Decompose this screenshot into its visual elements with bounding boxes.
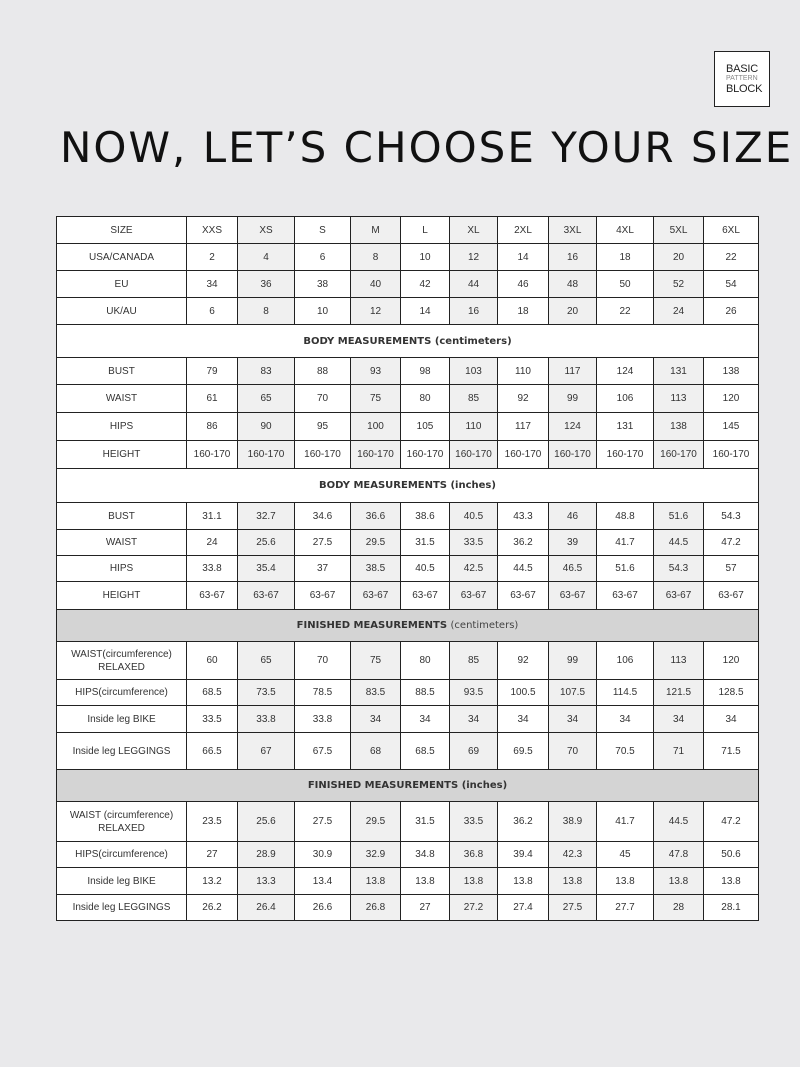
table-cell: 27.5 [295, 530, 351, 556]
table-cell: 92 [498, 385, 549, 413]
table-cell: 39 [549, 530, 597, 556]
table-cell: 34.8 [401, 842, 450, 868]
table-cell: 128.5 [704, 680, 759, 706]
row-label: WAIST [57, 530, 187, 556]
table-row [57, 298, 759, 325]
row-label: BUST [57, 358, 187, 385]
table-cell: 80 [401, 642, 450, 680]
table-row [57, 217, 759, 244]
table-cell: XS [238, 217, 295, 244]
table-cell: 160-170 [450, 441, 498, 469]
table-cell: 51.6 [654, 503, 704, 530]
table-cell: 160-170 [401, 441, 450, 469]
table-cell: 160-170 [351, 441, 401, 469]
table-cell: 20 [654, 244, 704, 271]
section-title-text: BODY MEASUREMENTS [319, 480, 451, 491]
table-cell: 31.5 [401, 802, 450, 842]
table-cell: 67.5 [295, 733, 351, 770]
table-cell: 45 [597, 842, 654, 868]
table-cell: 110 [498, 358, 549, 385]
table-cell: 22 [597, 298, 654, 325]
brand-logo [714, 51, 770, 107]
table-cell: 24 [654, 298, 704, 325]
table-cell: 5XL [654, 217, 704, 244]
table-cell: 38.6 [401, 503, 450, 530]
table-cell: 124 [549, 413, 597, 441]
table-row [57, 358, 759, 385]
table-cell: 63-67 [498, 582, 549, 610]
table-cell: 22 [704, 244, 759, 271]
table-cell: 8 [351, 244, 401, 271]
size-chart-table [56, 216, 759, 921]
table-cell: 83 [238, 358, 295, 385]
table-cell: M [351, 217, 401, 244]
table-cell: 25.6 [238, 530, 295, 556]
table-cell: 100 [351, 413, 401, 441]
row-label: SIZE [57, 217, 187, 244]
table-cell: 54.3 [704, 503, 759, 530]
table-cell: 70 [549, 733, 597, 770]
table-cell: 160-170 [187, 441, 238, 469]
table-cell: 32.9 [351, 842, 401, 868]
table-cell: 20 [549, 298, 597, 325]
section-title-text: FINISHED MEASUREMENTS [296, 620, 451, 631]
table-cell: 54 [704, 271, 759, 298]
section-unit: (centimeters) [450, 620, 519, 631]
table-cell: 120 [704, 385, 759, 413]
table-cell: 13.3 [238, 868, 295, 895]
row-label: WAIST [57, 385, 187, 413]
table-cell: 27.7 [597, 895, 654, 921]
table-cell: 12 [450, 244, 498, 271]
table-row [57, 530, 759, 556]
table-cell: 160-170 [597, 441, 654, 469]
table-cell: 106 [597, 385, 654, 413]
table-cell: 75 [351, 642, 401, 680]
page-title: NOW, LET’S CHOOSE YOUR SIZE [60, 123, 794, 172]
section-unit: (inches) [450, 480, 496, 491]
table-cell: 13.8 [597, 868, 654, 895]
table-cell: 31.5 [401, 530, 450, 556]
table-cell: 6 [187, 298, 238, 325]
table-cell: 8 [238, 298, 295, 325]
table-cell: 106 [597, 642, 654, 680]
table-row [57, 842, 759, 868]
table-cell: 26.6 [295, 895, 351, 921]
logo-line-2: PATTERN [726, 75, 758, 82]
table-cell: 46 [549, 503, 597, 530]
table-cell: 105 [401, 413, 450, 441]
table-cell: 131 [597, 413, 654, 441]
table-row [57, 385, 759, 413]
table-cell: 107.5 [549, 680, 597, 706]
table-cell: 160-170 [295, 441, 351, 469]
table-cell: 13.8 [498, 868, 549, 895]
table-cell: 63-67 [450, 582, 498, 610]
section-title [57, 325, 759, 358]
table-cell: 47.2 [704, 530, 759, 556]
table-cell: 28.1 [704, 895, 759, 921]
table-cell: 27 [187, 842, 238, 868]
table-cell: 34 [704, 706, 759, 733]
table-cell: 26 [704, 298, 759, 325]
table-cell: 70 [295, 385, 351, 413]
table-cell: 18 [597, 244, 654, 271]
table-cell: 14 [498, 244, 549, 271]
table-cell: 34 [654, 706, 704, 733]
table-cell: 34.6 [295, 503, 351, 530]
section-title [57, 610, 759, 642]
section-title-text: FINISHED MEASUREMENTS [307, 780, 462, 791]
table-cell: 2 [187, 244, 238, 271]
table-cell: 40.5 [450, 503, 498, 530]
table-cell: 26.4 [238, 895, 295, 921]
table-cell: 63-67 [654, 582, 704, 610]
table-cell: 34 [597, 706, 654, 733]
table-cell: 85 [450, 385, 498, 413]
table-cell: 34 [401, 706, 450, 733]
table-cell: 68 [351, 733, 401, 770]
section-row [57, 469, 759, 503]
table-cell: 33.5 [187, 706, 238, 733]
table-cell: 48 [549, 271, 597, 298]
table-cell: 16 [549, 244, 597, 271]
table-cell: 34 [450, 706, 498, 733]
table-cell: 93 [351, 358, 401, 385]
table-cell: 88 [295, 358, 351, 385]
table-cell: 110 [450, 413, 498, 441]
table-row [57, 271, 759, 298]
table-row [57, 582, 759, 610]
table-cell: 63-67 [549, 582, 597, 610]
table-cell: 83.5 [351, 680, 401, 706]
section-title-text: BODY MEASUREMENTS [303, 335, 435, 347]
table-cell: 46.5 [549, 556, 597, 582]
logo-line-3: BLOCK [726, 83, 763, 95]
table-cell: 32.7 [238, 503, 295, 530]
table-cell: 103 [450, 358, 498, 385]
table-cell: 41.7 [597, 530, 654, 556]
row-label: HEIGHT [57, 582, 187, 610]
table-cell: 36.8 [450, 842, 498, 868]
table-cell: 13.8 [351, 868, 401, 895]
table-cell: 13.4 [295, 868, 351, 895]
table-row [57, 441, 759, 469]
table-cell: 18 [498, 298, 549, 325]
row-label: Inside leg BIKE [57, 706, 187, 733]
table-cell: 40 [351, 271, 401, 298]
table-cell: 52 [654, 271, 704, 298]
table-cell: 10 [295, 298, 351, 325]
table-cell: 39.4 [498, 842, 549, 868]
table-cell: 145 [704, 413, 759, 441]
table-cell: 71.5 [704, 733, 759, 770]
row-label: HEIGHT [57, 441, 187, 469]
table-cell: 6 [295, 244, 351, 271]
table-cell: 160-170 [704, 441, 759, 469]
table-cell: 14 [401, 298, 450, 325]
table-cell: 117 [549, 358, 597, 385]
table-cell: 138 [654, 413, 704, 441]
table-row [57, 556, 759, 582]
table-cell: 42.5 [450, 556, 498, 582]
section-title [57, 469, 759, 503]
table-cell: S [295, 217, 351, 244]
table-cell: 63-67 [238, 582, 295, 610]
table-cell: 33.8 [187, 556, 238, 582]
table-cell: 13.8 [654, 868, 704, 895]
table-cell: 13.8 [704, 868, 759, 895]
table-cell: L [401, 217, 450, 244]
table-cell: 2XL [498, 217, 549, 244]
table-cell: XXS [187, 217, 238, 244]
table-cell: 23.5 [187, 802, 238, 842]
table-cell: 36.2 [498, 802, 549, 842]
table-cell: 6XL [704, 217, 759, 244]
table-cell: 78.5 [295, 680, 351, 706]
row-label: HIPS [57, 413, 187, 441]
table-cell: 47.8 [654, 842, 704, 868]
table-cell: 43.3 [498, 503, 549, 530]
table-cell: 63-67 [401, 582, 450, 610]
logo-line-1: BASIC [726, 63, 759, 75]
table-cell: 30.9 [295, 842, 351, 868]
table-cell: 95 [295, 413, 351, 441]
table-cell: 47.2 [704, 802, 759, 842]
table-cell: 68.5 [187, 680, 238, 706]
table-cell: 100.5 [498, 680, 549, 706]
table-cell: 121.5 [654, 680, 704, 706]
table-cell: 86 [187, 413, 238, 441]
table-cell: 37 [295, 556, 351, 582]
table-cell: 117 [498, 413, 549, 441]
section-row [57, 610, 759, 642]
table-cell: 27.5 [295, 802, 351, 842]
table-cell: 160-170 [654, 441, 704, 469]
table-cell: 34 [351, 706, 401, 733]
table-cell: 92 [498, 642, 549, 680]
table-row [57, 802, 759, 842]
table-cell: 10 [401, 244, 450, 271]
table-cell: 48.8 [597, 503, 654, 530]
table-cell: 24 [187, 530, 238, 556]
table-cell: 124 [597, 358, 654, 385]
row-label: UK/AU [57, 298, 187, 325]
table-row [57, 244, 759, 271]
table-cell: 93.5 [450, 680, 498, 706]
table-cell: 13.8 [549, 868, 597, 895]
table-cell: 73.5 [238, 680, 295, 706]
row-label: HIPS(circumference) [57, 680, 187, 706]
table-cell: 36.2 [498, 530, 549, 556]
table-row [57, 503, 759, 530]
table-cell: 51.6 [597, 556, 654, 582]
row-label: USA/CANADA [57, 244, 187, 271]
table-row [57, 895, 759, 921]
table-cell: 34 [498, 706, 549, 733]
table-cell: 63-67 [295, 582, 351, 610]
table-cell: 36.6 [351, 503, 401, 530]
table-cell: 33.8 [295, 706, 351, 733]
table-cell: 88.5 [401, 680, 450, 706]
table-cell: 42 [401, 271, 450, 298]
table-cell: 63-67 [597, 582, 654, 610]
table-cell: 33.8 [238, 706, 295, 733]
table-cell: 120 [704, 642, 759, 680]
table-cell: 114.5 [597, 680, 654, 706]
table-cell: 33.5 [450, 530, 498, 556]
table-cell: 16 [450, 298, 498, 325]
table-cell: 99 [549, 642, 597, 680]
table-cell: 54.3 [654, 556, 704, 582]
table-cell: 34 [187, 271, 238, 298]
table-cell: 50 [597, 271, 654, 298]
table-cell: 13.8 [401, 868, 450, 895]
section-unit: (inches) [461, 780, 508, 791]
table-cell: 35.4 [238, 556, 295, 582]
table-cell: 160-170 [549, 441, 597, 469]
table-cell: 57 [704, 556, 759, 582]
table-cell: 63-67 [351, 582, 401, 610]
table-cell: 131 [654, 358, 704, 385]
row-label: BUST [57, 503, 187, 530]
table-cell: 38.9 [549, 802, 597, 842]
table-cell: 63-67 [704, 582, 759, 610]
table-cell: 44 [450, 271, 498, 298]
table-cell: 12 [351, 298, 401, 325]
table-cell: 44.5 [654, 530, 704, 556]
table-cell: 4 [238, 244, 295, 271]
table-cell: 27.5 [549, 895, 597, 921]
table-cell: 61 [187, 385, 238, 413]
table-cell: 80 [401, 385, 450, 413]
table-cell: 26.8 [351, 895, 401, 921]
table-row [57, 868, 759, 895]
table-cell: 42.3 [549, 842, 597, 868]
row-label: EU [57, 271, 187, 298]
table-cell: 70.5 [597, 733, 654, 770]
section-unit: (centimeters) [434, 335, 512, 347]
section-row [57, 770, 759, 802]
table-row [57, 680, 759, 706]
table-row [57, 413, 759, 441]
table-cell: 29.5 [351, 530, 401, 556]
row-label: WAIST(circumference) RELAXED [57, 642, 187, 680]
table-cell: 160-170 [238, 441, 295, 469]
table-cell: 27.2 [450, 895, 498, 921]
table-cell: 4XL [597, 217, 654, 244]
table-cell: 41.7 [597, 802, 654, 842]
table-cell: 113 [654, 385, 704, 413]
row-label: Inside leg BIKE [57, 868, 187, 895]
table-cell: 60 [187, 642, 238, 680]
table-cell: 65 [238, 385, 295, 413]
table-cell: 13.2 [187, 868, 238, 895]
table-cell: 98 [401, 358, 450, 385]
table-cell: XL [450, 217, 498, 244]
table-cell: 44.5 [654, 802, 704, 842]
table-cell: 34 [549, 706, 597, 733]
table-cell: 69 [450, 733, 498, 770]
table-cell: 71 [654, 733, 704, 770]
table-cell: 75 [351, 385, 401, 413]
table-cell: 31.1 [187, 503, 238, 530]
table-cell: 67 [238, 733, 295, 770]
table-cell: 28.9 [238, 842, 295, 868]
table-cell: 69.5 [498, 733, 549, 770]
table-cell: 38 [295, 271, 351, 298]
table-cell: 138 [704, 358, 759, 385]
row-label: HIPS [57, 556, 187, 582]
table-cell: 160-170 [498, 441, 549, 469]
table-cell: 38.5 [351, 556, 401, 582]
table-cell: 25.6 [238, 802, 295, 842]
table-cell: 36 [238, 271, 295, 298]
section-title [57, 770, 759, 802]
table-cell: 27 [401, 895, 450, 921]
row-label: HIPS(circumference) [57, 842, 187, 868]
section-row [57, 325, 759, 358]
row-label: Inside leg LEGGINGS [57, 733, 187, 770]
table-cell: 50.6 [704, 842, 759, 868]
table-cell: 27.4 [498, 895, 549, 921]
table-cell: 13.8 [450, 868, 498, 895]
table-cell: 66.5 [187, 733, 238, 770]
table-cell: 65 [238, 642, 295, 680]
table-cell: 29.5 [351, 802, 401, 842]
row-label: Inside leg LEGGINGS [57, 895, 187, 921]
table-cell: 33.5 [450, 802, 498, 842]
table-cell: 26.2 [187, 895, 238, 921]
table-row [57, 642, 759, 680]
table-cell: 63-67 [187, 582, 238, 610]
table-row [57, 706, 759, 733]
table-cell: 70 [295, 642, 351, 680]
table-cell: 90 [238, 413, 295, 441]
row-label: WAIST (circumference) RELAXED [57, 802, 187, 842]
table-cell: 44.5 [498, 556, 549, 582]
table-cell: 3XL [549, 217, 597, 244]
table-cell: 79 [187, 358, 238, 385]
table-row [57, 733, 759, 770]
table-cell: 28 [654, 895, 704, 921]
table-cell: 46 [498, 271, 549, 298]
table-cell: 68.5 [401, 733, 450, 770]
table-cell: 40.5 [401, 556, 450, 582]
table-cell: 99 [549, 385, 597, 413]
table-cell: 113 [654, 642, 704, 680]
table-cell: 85 [450, 642, 498, 680]
